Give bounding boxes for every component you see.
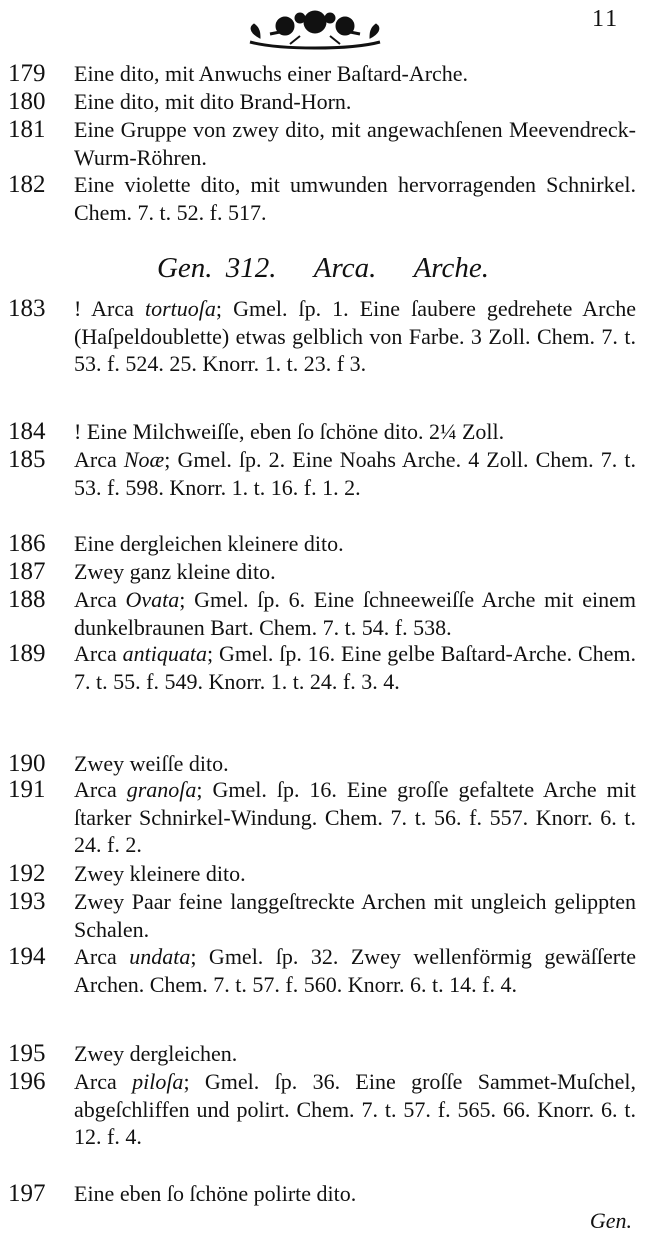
entry-number: 191 (8, 776, 46, 803)
entry-text (74, 60, 636, 88)
entry-species: tortuoſa (144, 296, 216, 321)
entry-description: Eine dito, mit Anwuchs einer Baſtard-Arche. (74, 61, 469, 86)
entry-species: undata (129, 944, 191, 969)
entry-description: Zwey ganz kleine dito. (74, 559, 276, 584)
entry-description: Eine violette dito, mit umwunden hervorragenden Schnirkel. Chem. 7. t. 52. f. 517. (74, 172, 636, 225)
entry-description: ; Gmel. ſp. 6. Eine ſchneeweiſſe Arche mit einem dunkelbraunen Bart. Chem. 7. t. 54. f. 538. (74, 587, 636, 640)
entry-number: 181 (8, 116, 46, 143)
entry-text (74, 88, 636, 116)
entry-species: granoſa (126, 777, 197, 802)
entry-text (74, 295, 636, 378)
entry-number: 192 (8, 860, 46, 887)
entry-genus: Arca (74, 944, 130, 969)
entry-genus: Arca (74, 1069, 133, 1094)
entry-number: 186 (8, 530, 46, 557)
entry-text (74, 558, 636, 586)
entry-description: ; Gmel. ſp. 1. Eine ſaubere gedrehete Arche (Haſpeldoublette) etwas gelblich von Farbe. 3 Zoll. Chem. 7. t. 53. f. 524. 25. Knorr. 1. t. 23. f 3. (74, 296, 636, 376)
entry-description: ; Gmel. ſp. 2. Eine Noahs Arche. 4 Zoll. Chem. 7. t. 53. f. 598. Knorr. 1. t. 16. f. 1. 2. (74, 447, 636, 500)
entry-text (74, 418, 636, 446)
entry-number: 197 (8, 1180, 46, 1207)
entry-number: 185 (8, 446, 46, 473)
entry-description: Zwey kleinere dito. (74, 861, 246, 886)
entry-number: 182 (8, 171, 46, 198)
entry-species: Ovata (125, 587, 180, 612)
entry-description: ; Gmel. ſp. 32. Zwey wellenförmig gewäſſerte Archen. Chem. 7. t. 57. f. 560. Knorr. 6. t. 14. f. 4. (74, 944, 636, 997)
entry-description: ! Eine Milchweiſſe, eben ſo ſchöne dito. 2¼ Zoll. (74, 419, 505, 444)
entry-number: 193 (8, 888, 46, 915)
entry-description: ; Gmel. ſp. 16. Eine groſſe gefaltete Arche mit ſtarker Schnirkel-Windung. Chem. 7. t. 56. f. 557. Knorr. 6. t. 24. f. 2. (74, 777, 636, 857)
entry-number: 189 (8, 640, 46, 667)
entry-text (74, 1180, 636, 1208)
entry-genus: Arca (74, 587, 126, 612)
entry-number: 184 (8, 418, 46, 445)
entry-genus: Arca (74, 447, 124, 472)
entry-description: Eine Gruppe von zwey dito, mit angewachſenen Meevendreck-Wurm-Röhren. (74, 117, 636, 170)
entry-description: ; Gmel. ſp. 16. Eine gelbe Baſtard-Arche. Chem. 7. t. 55. f. 549. Knorr. 1. t. 24. f. 3. 4. (74, 641, 636, 694)
genus-heading (0, 252, 646, 285)
genus-number: Gen. 312. (156, 252, 277, 284)
entry-description: Eine eben ſo ſchöne polirte dito. (74, 1181, 357, 1206)
entry-number: 183 (8, 295, 46, 322)
entry-number: 195 (8, 1040, 46, 1067)
entry-text (74, 1068, 636, 1151)
entry-text (74, 776, 636, 859)
entry-text (74, 888, 636, 943)
entry-text (74, 586, 636, 641)
entry-description: Zwey dergleichen. (74, 1041, 238, 1066)
page-number: 11 (592, 6, 620, 32)
entry-text (74, 116, 636, 171)
entry-text (74, 1040, 636, 1068)
entry-genus: Arca (74, 777, 127, 802)
entry-number: 190 (8, 750, 46, 777)
entry-genus: Arca (74, 641, 123, 666)
entry-number: 179 (8, 60, 46, 87)
genus-german-name: Arche. (413, 252, 490, 284)
entry-number: 194 (8, 943, 46, 970)
entry-genus: ! Arca (74, 296, 145, 321)
entry-number: 196 (8, 1068, 46, 1095)
entry-species: antiquata (122, 641, 207, 666)
entry-description: Zwey Paar feine langgeſtreckte Archen mit ungleich gelippten Schalen. (74, 889, 636, 942)
entry-number: 187 (8, 558, 46, 585)
entry-description: Eine dergleichen kleinere dito. (74, 531, 344, 556)
entry-text (74, 530, 636, 558)
entry-description: ; Gmel. ſp. 36. Eine groſſe Sammet-Muſchel, abgeſchliffen und polirt. Chem. 7. t. 57. f. 565. 66. Knorr. 6. t. 12. f. 4. (74, 1069, 636, 1149)
entry-text (74, 171, 636, 226)
entry-species: Noæ (123, 447, 165, 472)
catchword: Gen. (589, 1208, 632, 1233)
entry-text (74, 446, 636, 501)
entry-text (74, 640, 636, 695)
entry-description: Eine dito, mit dito Brand-Horn. (74, 89, 352, 114)
floral-ornament-icon (230, 4, 400, 52)
entry-number: 180 (8, 88, 46, 115)
entry-number: 188 (8, 586, 46, 613)
entry-text (74, 750, 636, 778)
entry-text (74, 943, 636, 998)
entry-species: piloſa (132, 1069, 184, 1094)
entry-text (74, 860, 636, 888)
genus-latin-name: Arca. (313, 252, 377, 284)
entry-description: Zwey weiſſe dito. (74, 751, 229, 776)
